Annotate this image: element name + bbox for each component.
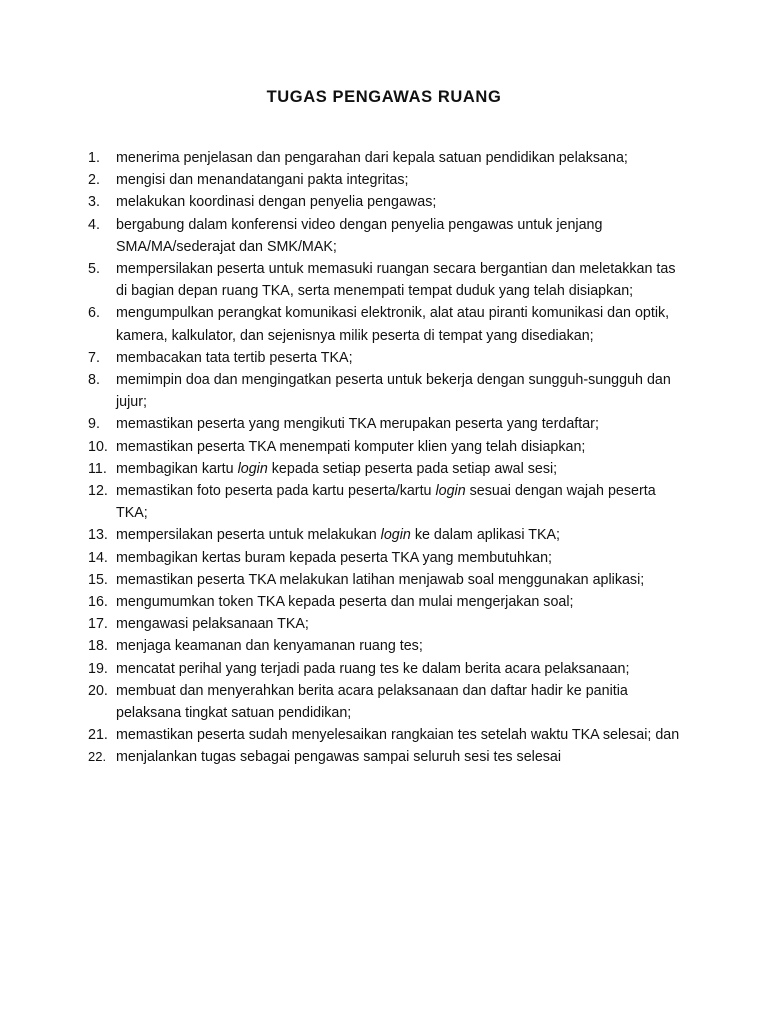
list-item [88, 547, 688, 569]
item-text: memastikan peserta yang mengikuti TKA merupakan peserta yang terdaftar; [116, 416, 599, 433]
item-number: 22. [88, 749, 107, 765]
list-item [88, 569, 688, 591]
item-number: 7. [88, 349, 100, 366]
item-number: 10. [88, 438, 108, 455]
item-text: memastikan peserta TKA menempati komputer klien yang telah disiapkan; [116, 438, 586, 455]
item-text: mengawasi pelaksanaan TKA; [116, 616, 309, 633]
item-number: 19. [88, 660, 108, 677]
item-number: 2. [88, 172, 100, 189]
list-item [88, 680, 688, 724]
list-item [88, 191, 688, 213]
item-text: membagikan kartu login kepada setiap peserta pada setiap awal sesi; [116, 460, 558, 477]
item-text: membuat dan menyerahkan berita acara pelaksanaan dan daftar hadir ke panitia pelaksana tingkat satuan pendidikan; [116, 682, 628, 722]
item-text: menerima penjelasan dan pengarahan dari kepala satuan pendidikan pelaksana; [116, 150, 628, 166]
item-number: 1. [88, 150, 100, 166]
item-number: 11. [88, 460, 107, 477]
item-number: 9. [88, 416, 100, 433]
item-text: membagikan kertas buram kepada peserta TKA yang membutuhkan; [116, 549, 553, 566]
item-text: bergabung dalam konferensi video dengan penyelia pengawas untuk jenjang SMA/MA/sederajat dan SMK/MAK; [116, 216, 603, 255]
list-item [88, 413, 688, 435]
list-item [88, 214, 688, 258]
item-number: 21. [88, 727, 108, 744]
item-text: mencatat perihal yang terjadi pada ruang tes ke dalam berita acara pelaksanaan; [116, 660, 630, 677]
item-text: mengumumkan token TKA kepada peserta dan mulai mengerjakan soal; [116, 594, 574, 611]
list-item [88, 458, 688, 480]
list-item [88, 347, 688, 369]
list-item [88, 302, 688, 346]
item-number: 14. [88, 549, 108, 566]
list-item [88, 480, 688, 524]
item-text: memastikan peserta TKA melakukan latihan menjawab soal menggunakan aplikasi; [116, 571, 645, 588]
list-item [88, 613, 688, 635]
item-number: 5. [88, 261, 100, 278]
item-text: mengumpulkan perangkat komunikasi elektronik, alat atau piranti komunikasi dan optik, kamera, kalkulator, dan sejenisnya milik peserta di tempat yang disediakan; [116, 305, 670, 344]
item-text: membacakan tata tertib peserta TKA; [116, 349, 353, 366]
item-text: memastikan foto peserta pada kartu peserta/kartu login sesuai dengan wajah peserta TKA; [116, 483, 656, 522]
list-item [88, 724, 688, 746]
list-item [88, 524, 688, 546]
item-text: memastikan peserta sudah menyelesaikan rangkaian tes setelah waktu TKA selesai; dan [116, 727, 680, 744]
item-text: mempersilakan peserta untuk memasuki ruangan secara bergantian dan meletakkan tas di bagian depan ruang TKA, serta menempati tempat duduk yang telah disiapkan; [116, 261, 676, 300]
item-number: 16. [88, 594, 108, 611]
item-text: mengisi dan menandatangani pakta integritas; [116, 172, 409, 189]
item-number: 12. [88, 483, 108, 500]
list-item [88, 369, 688, 413]
item-number: 8. [88, 372, 100, 389]
list-item [88, 258, 688, 302]
task-list [88, 147, 688, 769]
item-number: 20. [88, 682, 108, 699]
item-number: 3. [88, 194, 100, 211]
item-text: mempersilakan peserta untuk melakukan login ke dalam aplikasi TKA; [116, 527, 560, 544]
italic-term: login [380, 527, 411, 544]
italic-term: login [237, 460, 268, 477]
list-item [88, 635, 688, 657]
item-number: 6. [88, 305, 100, 322]
list-item [88, 169, 688, 191]
italic-term: login [435, 483, 466, 500]
item-text: memimpin doa dan mengingatkan peserta untuk bekerja dengan sungguh-sungguh dan jujur; [116, 372, 671, 411]
item-text: menjalankan tugas sebagai pengawas sampai seluruh sesi tes selesai [116, 749, 562, 766]
item-number: 18. [88, 638, 108, 655]
item-number: 15. [88, 571, 108, 588]
item-number: 4. [88, 216, 100, 233]
item-text: menjaga keamanan dan kenyamanan ruang tes; [116, 638, 423, 655]
list-item [88, 147, 688, 169]
list-item [88, 658, 688, 680]
list-item [88, 746, 688, 768]
list-item [88, 591, 688, 613]
item-number: 13. [88, 527, 108, 544]
item-text: melakukan koordinasi dengan penyelia pengawas; [116, 194, 437, 211]
item-number: 17. [88, 616, 108, 633]
page-title: TUGAS PENGAWAS RUANG [266, 88, 502, 106]
list-item [88, 436, 688, 458]
